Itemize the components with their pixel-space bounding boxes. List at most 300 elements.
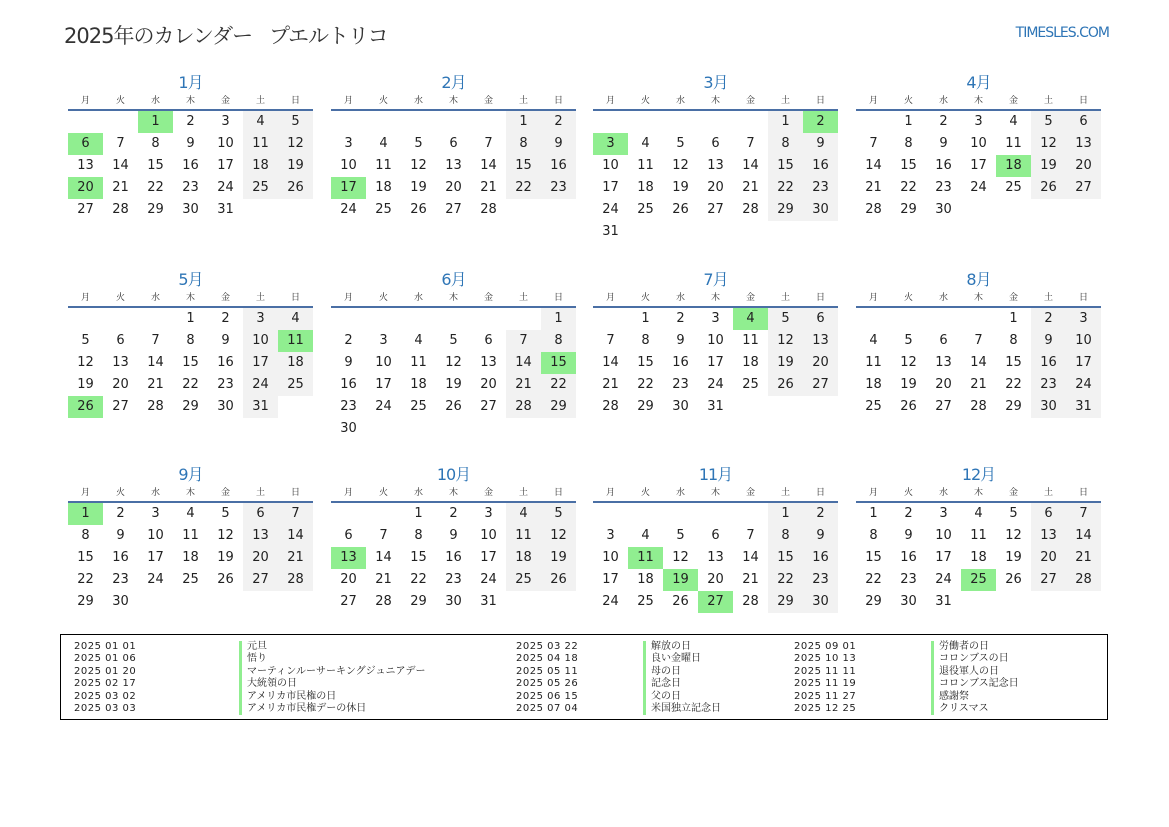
day-cell: 25 bbox=[243, 177, 278, 199]
weekday-label: 日 bbox=[553, 488, 563, 498]
holiday-name: クリスマス bbox=[931, 703, 989, 715]
day-cell: 5 bbox=[278, 111, 313, 133]
day-cell: 9 bbox=[186, 136, 195, 151]
weekday-label: 月 bbox=[868, 96, 878, 106]
day-cell: 29 bbox=[410, 594, 427, 609]
day-cell: 12 bbox=[1031, 133, 1066, 155]
day-cell: 3 bbox=[344, 136, 353, 151]
day-cell: 24 bbox=[147, 572, 164, 587]
day-cell: 3 bbox=[974, 114, 983, 129]
day-cell: 28 bbox=[375, 594, 392, 609]
weekday-label: 木 bbox=[448, 488, 458, 498]
weekday-label: 木 bbox=[973, 293, 983, 303]
day-cell: 1 bbox=[904, 114, 913, 129]
day-cell: 10 bbox=[147, 528, 164, 543]
day-cell: 6 bbox=[116, 333, 125, 348]
weekday-header bbox=[593, 485, 838, 503]
day-cell: 29 bbox=[768, 591, 803, 613]
day-cell: 13 bbox=[707, 550, 724, 565]
holiday-row bbox=[794, 666, 1094, 678]
day-cell: 31 bbox=[602, 224, 619, 239]
day-cell: 13 bbox=[707, 158, 724, 173]
day-cell: 3 bbox=[484, 506, 493, 521]
day-cell: 20 bbox=[112, 377, 129, 392]
day-cell: 28 bbox=[480, 202, 497, 217]
month-name: 10月 bbox=[436, 465, 471, 484]
month-calendar bbox=[331, 73, 576, 221]
weekday-label: 金 bbox=[745, 293, 755, 303]
day-cell: 31 bbox=[935, 594, 952, 609]
day-cell: 10 bbox=[217, 136, 234, 151]
holiday-date: 2025 09 01 bbox=[794, 641, 857, 652]
day-cell: 11 bbox=[1005, 136, 1022, 151]
weekday-label: 木 bbox=[710, 96, 720, 106]
day-cell: 7 bbox=[869, 136, 878, 151]
weekday-label: 水 bbox=[413, 293, 423, 303]
day-cell: 14 bbox=[278, 525, 313, 547]
day-cell: 23 bbox=[182, 180, 199, 195]
day-cell: 2 bbox=[221, 311, 230, 326]
day-cell: 5 bbox=[1031, 111, 1066, 133]
weekday-label: 月 bbox=[605, 96, 615, 106]
weekday-label: 水 bbox=[938, 96, 948, 106]
day-cell: 5 bbox=[1009, 506, 1018, 521]
day-cell: 2 bbox=[803, 503, 838, 525]
day-cell: 10 bbox=[707, 333, 724, 348]
day-cell: 17 bbox=[707, 355, 724, 370]
weekday-label: 土 bbox=[780, 293, 790, 303]
holiday-column bbox=[794, 641, 1094, 715]
day-cell: 3 bbox=[221, 114, 230, 129]
weekday-label: 金 bbox=[220, 293, 230, 303]
day-cell: 25 bbox=[278, 374, 313, 396]
day-cell: 1 bbox=[768, 111, 803, 133]
empty-cell bbox=[628, 503, 663, 525]
weekday-label: 土 bbox=[518, 488, 528, 498]
holiday-date: 2025 11 27 bbox=[794, 690, 857, 702]
day-cell: 18 bbox=[506, 547, 541, 569]
day-cell: 12 bbox=[217, 528, 234, 543]
month-calendar bbox=[68, 270, 313, 418]
day-cell: 21 bbox=[278, 547, 313, 569]
empty-cell bbox=[436, 111, 471, 133]
holiday-row bbox=[794, 653, 1094, 665]
day-cell: 23 bbox=[803, 177, 838, 199]
weekday-header bbox=[593, 290, 838, 308]
weekday-header bbox=[331, 290, 576, 308]
day-cell: 18 bbox=[410, 377, 427, 392]
day-cell: 11 bbox=[375, 158, 392, 173]
day-cell: 6 bbox=[1066, 111, 1101, 133]
day-cell: 10 bbox=[1066, 330, 1101, 352]
day-cell: 17 bbox=[602, 572, 619, 587]
day-cell: 14 bbox=[742, 550, 759, 565]
empty-cell bbox=[103, 111, 138, 133]
day-cell: 26 bbox=[410, 202, 427, 217]
day-cell: 22 bbox=[768, 177, 803, 199]
day-cell: 4 bbox=[1009, 114, 1018, 129]
day-cell: 13 bbox=[445, 158, 462, 173]
weekday-label: 木 bbox=[185, 488, 195, 498]
day-grid bbox=[68, 111, 313, 221]
day-cell: 2 bbox=[186, 114, 195, 129]
month-name: 7月 bbox=[703, 270, 728, 289]
empty-cell bbox=[891, 308, 926, 330]
month-calendar bbox=[856, 270, 1101, 418]
empty-cell bbox=[593, 111, 628, 133]
holiday-date: 2025 10 13 bbox=[794, 653, 857, 665]
day-cell: 18 bbox=[375, 180, 392, 195]
day-cell: 29 bbox=[637, 399, 654, 414]
weekday-label: 月 bbox=[343, 293, 353, 303]
day-cell: 13 bbox=[243, 525, 278, 547]
day-cell: 15 bbox=[768, 547, 803, 569]
holiday-name: コロンブス記念日 bbox=[931, 678, 1019, 690]
day-cell: 23 bbox=[672, 377, 689, 392]
holiday-name: 解放の日 bbox=[643, 641, 691, 653]
holiday-date: 2025 06 15 bbox=[516, 690, 579, 702]
day-cell: 5 bbox=[676, 528, 685, 543]
day-cell: 7 bbox=[151, 333, 160, 348]
day-cell: 3 bbox=[1066, 308, 1101, 330]
day-cell: 21 bbox=[375, 572, 392, 587]
day-cell: 4 bbox=[641, 136, 650, 151]
day-cell: 12 bbox=[672, 158, 689, 173]
holiday-date: 2025 11 11 bbox=[794, 665, 857, 677]
day-cell: 26 bbox=[541, 569, 576, 591]
weekday-label: 木 bbox=[710, 293, 720, 303]
day-cell: 31 bbox=[243, 396, 278, 418]
day-cell: 15 bbox=[637, 355, 654, 370]
day-grid bbox=[593, 503, 838, 613]
day-cell: 17 bbox=[217, 158, 234, 173]
weekday-label: 水 bbox=[150, 293, 160, 303]
day-cell: 1 bbox=[186, 311, 195, 326]
day-cell: 24 bbox=[1066, 374, 1101, 396]
day-cell: 22 bbox=[865, 572, 882, 587]
day-cell: 30 bbox=[1031, 396, 1066, 418]
month-calendar bbox=[856, 465, 1101, 613]
empty-cell bbox=[331, 503, 366, 525]
weekday-label: 木 bbox=[448, 293, 458, 303]
day-cell: 1 bbox=[768, 503, 803, 525]
day-cell: 4 bbox=[506, 503, 541, 525]
empty-cell bbox=[471, 111, 506, 133]
weekday-label: 土 bbox=[518, 96, 528, 106]
day-cell: 6 bbox=[243, 503, 278, 525]
weekday-label: 木 bbox=[973, 488, 983, 498]
empty-cell bbox=[926, 308, 961, 330]
day-cell: 1 bbox=[641, 311, 650, 326]
day-cell: 19 bbox=[1005, 550, 1022, 565]
weekday-label: 水 bbox=[413, 96, 423, 106]
day-cell: 30 bbox=[803, 591, 838, 613]
empty-cell bbox=[68, 308, 103, 330]
day-cell: 21 bbox=[147, 377, 164, 392]
weekday-label: 金 bbox=[745, 96, 755, 106]
day-cell: 8 bbox=[506, 133, 541, 155]
day-cell: 12 bbox=[77, 355, 94, 370]
day-cell: 17 bbox=[1066, 352, 1101, 374]
weekday-label: 月 bbox=[80, 96, 90, 106]
weekday-header bbox=[856, 485, 1101, 503]
weekday-label: 火 bbox=[640, 488, 650, 498]
holiday-row bbox=[516, 678, 816, 690]
empty-cell bbox=[698, 503, 733, 525]
holiday-day-cell: 1 bbox=[138, 111, 173, 133]
day-cell: 15 bbox=[506, 155, 541, 177]
day-cell: 2 bbox=[541, 111, 576, 133]
day-cell: 20 bbox=[803, 352, 838, 374]
day-cell: 16 bbox=[803, 155, 838, 177]
day-cell: 5 bbox=[541, 503, 576, 525]
day-cell: 19 bbox=[1031, 155, 1066, 177]
holiday-name: 良い金曜日 bbox=[643, 653, 701, 665]
day-grid bbox=[856, 111, 1101, 221]
day-cell: 10 bbox=[375, 355, 392, 370]
weekday-label: 火 bbox=[115, 96, 125, 106]
month-name: 5月 bbox=[178, 270, 203, 289]
day-cell: 4 bbox=[641, 528, 650, 543]
day-cell: 19 bbox=[77, 377, 94, 392]
day-cell: 16 bbox=[340, 377, 357, 392]
day-cell: 14 bbox=[970, 355, 987, 370]
day-cell: 30 bbox=[182, 202, 199, 217]
day-cell: 16 bbox=[672, 355, 689, 370]
weekday-label: 水 bbox=[938, 293, 948, 303]
day-cell: 19 bbox=[217, 550, 234, 565]
day-cell: 7 bbox=[116, 136, 125, 151]
day-cell: 23 bbox=[340, 399, 357, 414]
weekday-label: 土 bbox=[1043, 96, 1053, 106]
day-cell: 15 bbox=[182, 355, 199, 370]
day-cell: 18 bbox=[742, 355, 759, 370]
weekday-label: 木 bbox=[185, 293, 195, 303]
day-cell: 18 bbox=[637, 180, 654, 195]
weekday-label: 火 bbox=[640, 96, 650, 106]
month-name: 4月 bbox=[966, 73, 991, 92]
month-name: 8月 bbox=[966, 270, 991, 289]
holiday-date: 2025 03 03 bbox=[74, 702, 137, 714]
day-cell: 9 bbox=[1031, 330, 1066, 352]
weekday-label: 土 bbox=[518, 293, 528, 303]
holiday-day-cell: 3 bbox=[593, 133, 628, 155]
day-cell: 25 bbox=[637, 202, 654, 217]
month-calendar bbox=[68, 465, 313, 613]
month-name: 9月 bbox=[178, 465, 203, 484]
day-cell: 6 bbox=[939, 333, 948, 348]
day-cell: 25 bbox=[506, 569, 541, 591]
day-cell: 24 bbox=[217, 180, 234, 195]
day-cell: 20 bbox=[243, 547, 278, 569]
day-cell: 4 bbox=[869, 333, 878, 348]
day-cell: 2 bbox=[939, 114, 948, 129]
day-cell: 21 bbox=[742, 180, 759, 195]
day-cell: 3 bbox=[939, 506, 948, 521]
site-name: TIMESLES.COM bbox=[1015, 25, 1109, 41]
weekday-label: 木 bbox=[710, 488, 720, 498]
weekday-label: 火 bbox=[903, 293, 913, 303]
day-cell: 24 bbox=[970, 180, 987, 195]
day-cell: 26 bbox=[278, 177, 313, 199]
day-grid bbox=[856, 308, 1101, 418]
weekday-label: 金 bbox=[220, 96, 230, 106]
day-cell: 16 bbox=[900, 550, 917, 565]
weekday-label: 木 bbox=[448, 96, 458, 106]
day-cell: 31 bbox=[1066, 396, 1101, 418]
day-cell: 5 bbox=[81, 333, 90, 348]
day-cell: 3 bbox=[711, 311, 720, 326]
holiday-row bbox=[516, 641, 816, 653]
day-cell: 15 bbox=[768, 155, 803, 177]
holiday-day-cell: 18 bbox=[996, 155, 1031, 177]
holiday-column bbox=[74, 641, 426, 715]
day-cell: 19 bbox=[445, 377, 462, 392]
weekday-label: 月 bbox=[80, 293, 90, 303]
weekday-label: 土 bbox=[1043, 293, 1053, 303]
day-cell: 20 bbox=[1066, 155, 1101, 177]
day-cell: 30 bbox=[672, 399, 689, 414]
day-cell: 12 bbox=[1005, 528, 1022, 543]
day-grid bbox=[68, 308, 313, 418]
day-cell: 14 bbox=[112, 158, 129, 173]
day-cell: 23 bbox=[217, 377, 234, 392]
day-cell: 27 bbox=[77, 202, 94, 217]
day-cell: 17 bbox=[602, 180, 619, 195]
day-cell: 19 bbox=[672, 180, 689, 195]
day-cell: 9 bbox=[803, 525, 838, 547]
month-calendar bbox=[856, 73, 1101, 221]
weekday-label: 水 bbox=[150, 96, 160, 106]
day-cell: 29 bbox=[865, 594, 882, 609]
day-cell: 20 bbox=[480, 377, 497, 392]
weekday-label: 火 bbox=[378, 96, 388, 106]
empty-cell bbox=[436, 308, 471, 330]
page-title: 2025年のカレンダー プエルトリコ bbox=[64, 24, 388, 48]
empty-cell bbox=[856, 308, 891, 330]
day-cell: 15 bbox=[900, 158, 917, 173]
day-cell: 28 bbox=[970, 399, 987, 414]
day-cell: 28 bbox=[278, 569, 313, 591]
month-calendar bbox=[593, 73, 838, 243]
holiday-date: 2025 05 26 bbox=[516, 678, 579, 690]
day-cell: 21 bbox=[970, 377, 987, 392]
holiday-legend bbox=[60, 634, 1108, 720]
day-cell: 24 bbox=[602, 594, 619, 609]
day-cell: 15 bbox=[1005, 355, 1022, 370]
day-cell: 28 bbox=[742, 594, 759, 609]
day-cell: 20 bbox=[935, 377, 952, 392]
holiday-row bbox=[74, 641, 374, 653]
day-cell: 19 bbox=[410, 180, 427, 195]
day-cell: 19 bbox=[768, 352, 803, 374]
day-cell: 1 bbox=[414, 506, 423, 521]
day-cell: 5 bbox=[904, 333, 913, 348]
day-cell: 31 bbox=[707, 399, 724, 414]
day-cell: 13 bbox=[1031, 525, 1066, 547]
holiday-day-cell: 19 bbox=[663, 569, 698, 591]
day-cell: 8 bbox=[1009, 333, 1018, 348]
day-cell: 17 bbox=[480, 550, 497, 565]
day-cell: 13 bbox=[935, 355, 952, 370]
day-cell: 10 bbox=[935, 528, 952, 543]
month-name: 1月 bbox=[178, 73, 203, 92]
empty-cell bbox=[593, 308, 628, 330]
holiday-date: 2025 07 04 bbox=[516, 702, 579, 714]
month-calendar bbox=[331, 465, 576, 613]
day-cell: 26 bbox=[768, 374, 803, 396]
day-cell: 20 bbox=[1031, 547, 1066, 569]
day-cell: 21 bbox=[480, 180, 497, 195]
holiday-name: アメリカ市民権の日 bbox=[239, 691, 336, 703]
day-grid bbox=[68, 503, 313, 613]
holiday-day-cell: 11 bbox=[278, 330, 313, 352]
weekday-label: 日 bbox=[815, 96, 825, 106]
holiday-name: 労働者の日 bbox=[931, 641, 989, 653]
empty-cell bbox=[366, 111, 401, 133]
weekday-label: 水 bbox=[150, 488, 160, 498]
day-cell: 30 bbox=[340, 421, 357, 436]
weekday-label: 金 bbox=[483, 488, 493, 498]
day-cell: 16 bbox=[217, 355, 234, 370]
day-cell: 4 bbox=[243, 111, 278, 133]
weekday-label: 火 bbox=[378, 488, 388, 498]
weekday-header bbox=[856, 290, 1101, 308]
day-cell: 17 bbox=[935, 550, 952, 565]
holiday-day-cell: 17 bbox=[331, 177, 366, 199]
holiday-row bbox=[516, 691, 816, 703]
day-cell: 5 bbox=[414, 136, 423, 151]
day-cell: 30 bbox=[445, 594, 462, 609]
holiday-row bbox=[794, 678, 1094, 690]
day-cell: 9 bbox=[904, 528, 913, 543]
day-cell: 8 bbox=[81, 528, 90, 543]
day-cell: 13 bbox=[112, 355, 129, 370]
day-cell: 21 bbox=[112, 180, 129, 195]
day-cell: 28 bbox=[602, 399, 619, 414]
day-cell: 4 bbox=[186, 506, 195, 521]
month-name: 3月 bbox=[703, 73, 728, 92]
day-cell: 27 bbox=[445, 202, 462, 217]
day-cell: 19 bbox=[900, 377, 917, 392]
day-cell: 6 bbox=[803, 308, 838, 330]
day-cell: 11 bbox=[970, 528, 987, 543]
day-cell: 5 bbox=[221, 506, 230, 521]
day-grid bbox=[856, 503, 1101, 613]
day-cell: 28 bbox=[865, 202, 882, 217]
day-cell: 9 bbox=[939, 136, 948, 151]
day-cell: 12 bbox=[278, 133, 313, 155]
holiday-row bbox=[516, 653, 816, 665]
day-cell: 23 bbox=[112, 572, 129, 587]
day-cell: 25 bbox=[637, 594, 654, 609]
day-cell: 1 bbox=[541, 308, 576, 330]
day-cell: 30 bbox=[935, 202, 952, 217]
holiday-day-cell: 2 bbox=[803, 111, 838, 133]
day-cell: 15 bbox=[147, 158, 164, 173]
day-cell: 11 bbox=[182, 528, 199, 543]
day-cell: 29 bbox=[1005, 399, 1022, 414]
day-cell: 4 bbox=[278, 308, 313, 330]
day-cell: 11 bbox=[865, 355, 882, 370]
holiday-date: 2025 01 01 bbox=[74, 641, 137, 652]
day-cell: 6 bbox=[344, 528, 353, 543]
empty-cell bbox=[733, 111, 768, 133]
day-cell: 26 bbox=[672, 202, 689, 217]
holiday-name: コロンブスの日 bbox=[931, 653, 1009, 665]
month-calendar bbox=[593, 465, 838, 613]
weekday-label: 土 bbox=[1043, 488, 1053, 498]
